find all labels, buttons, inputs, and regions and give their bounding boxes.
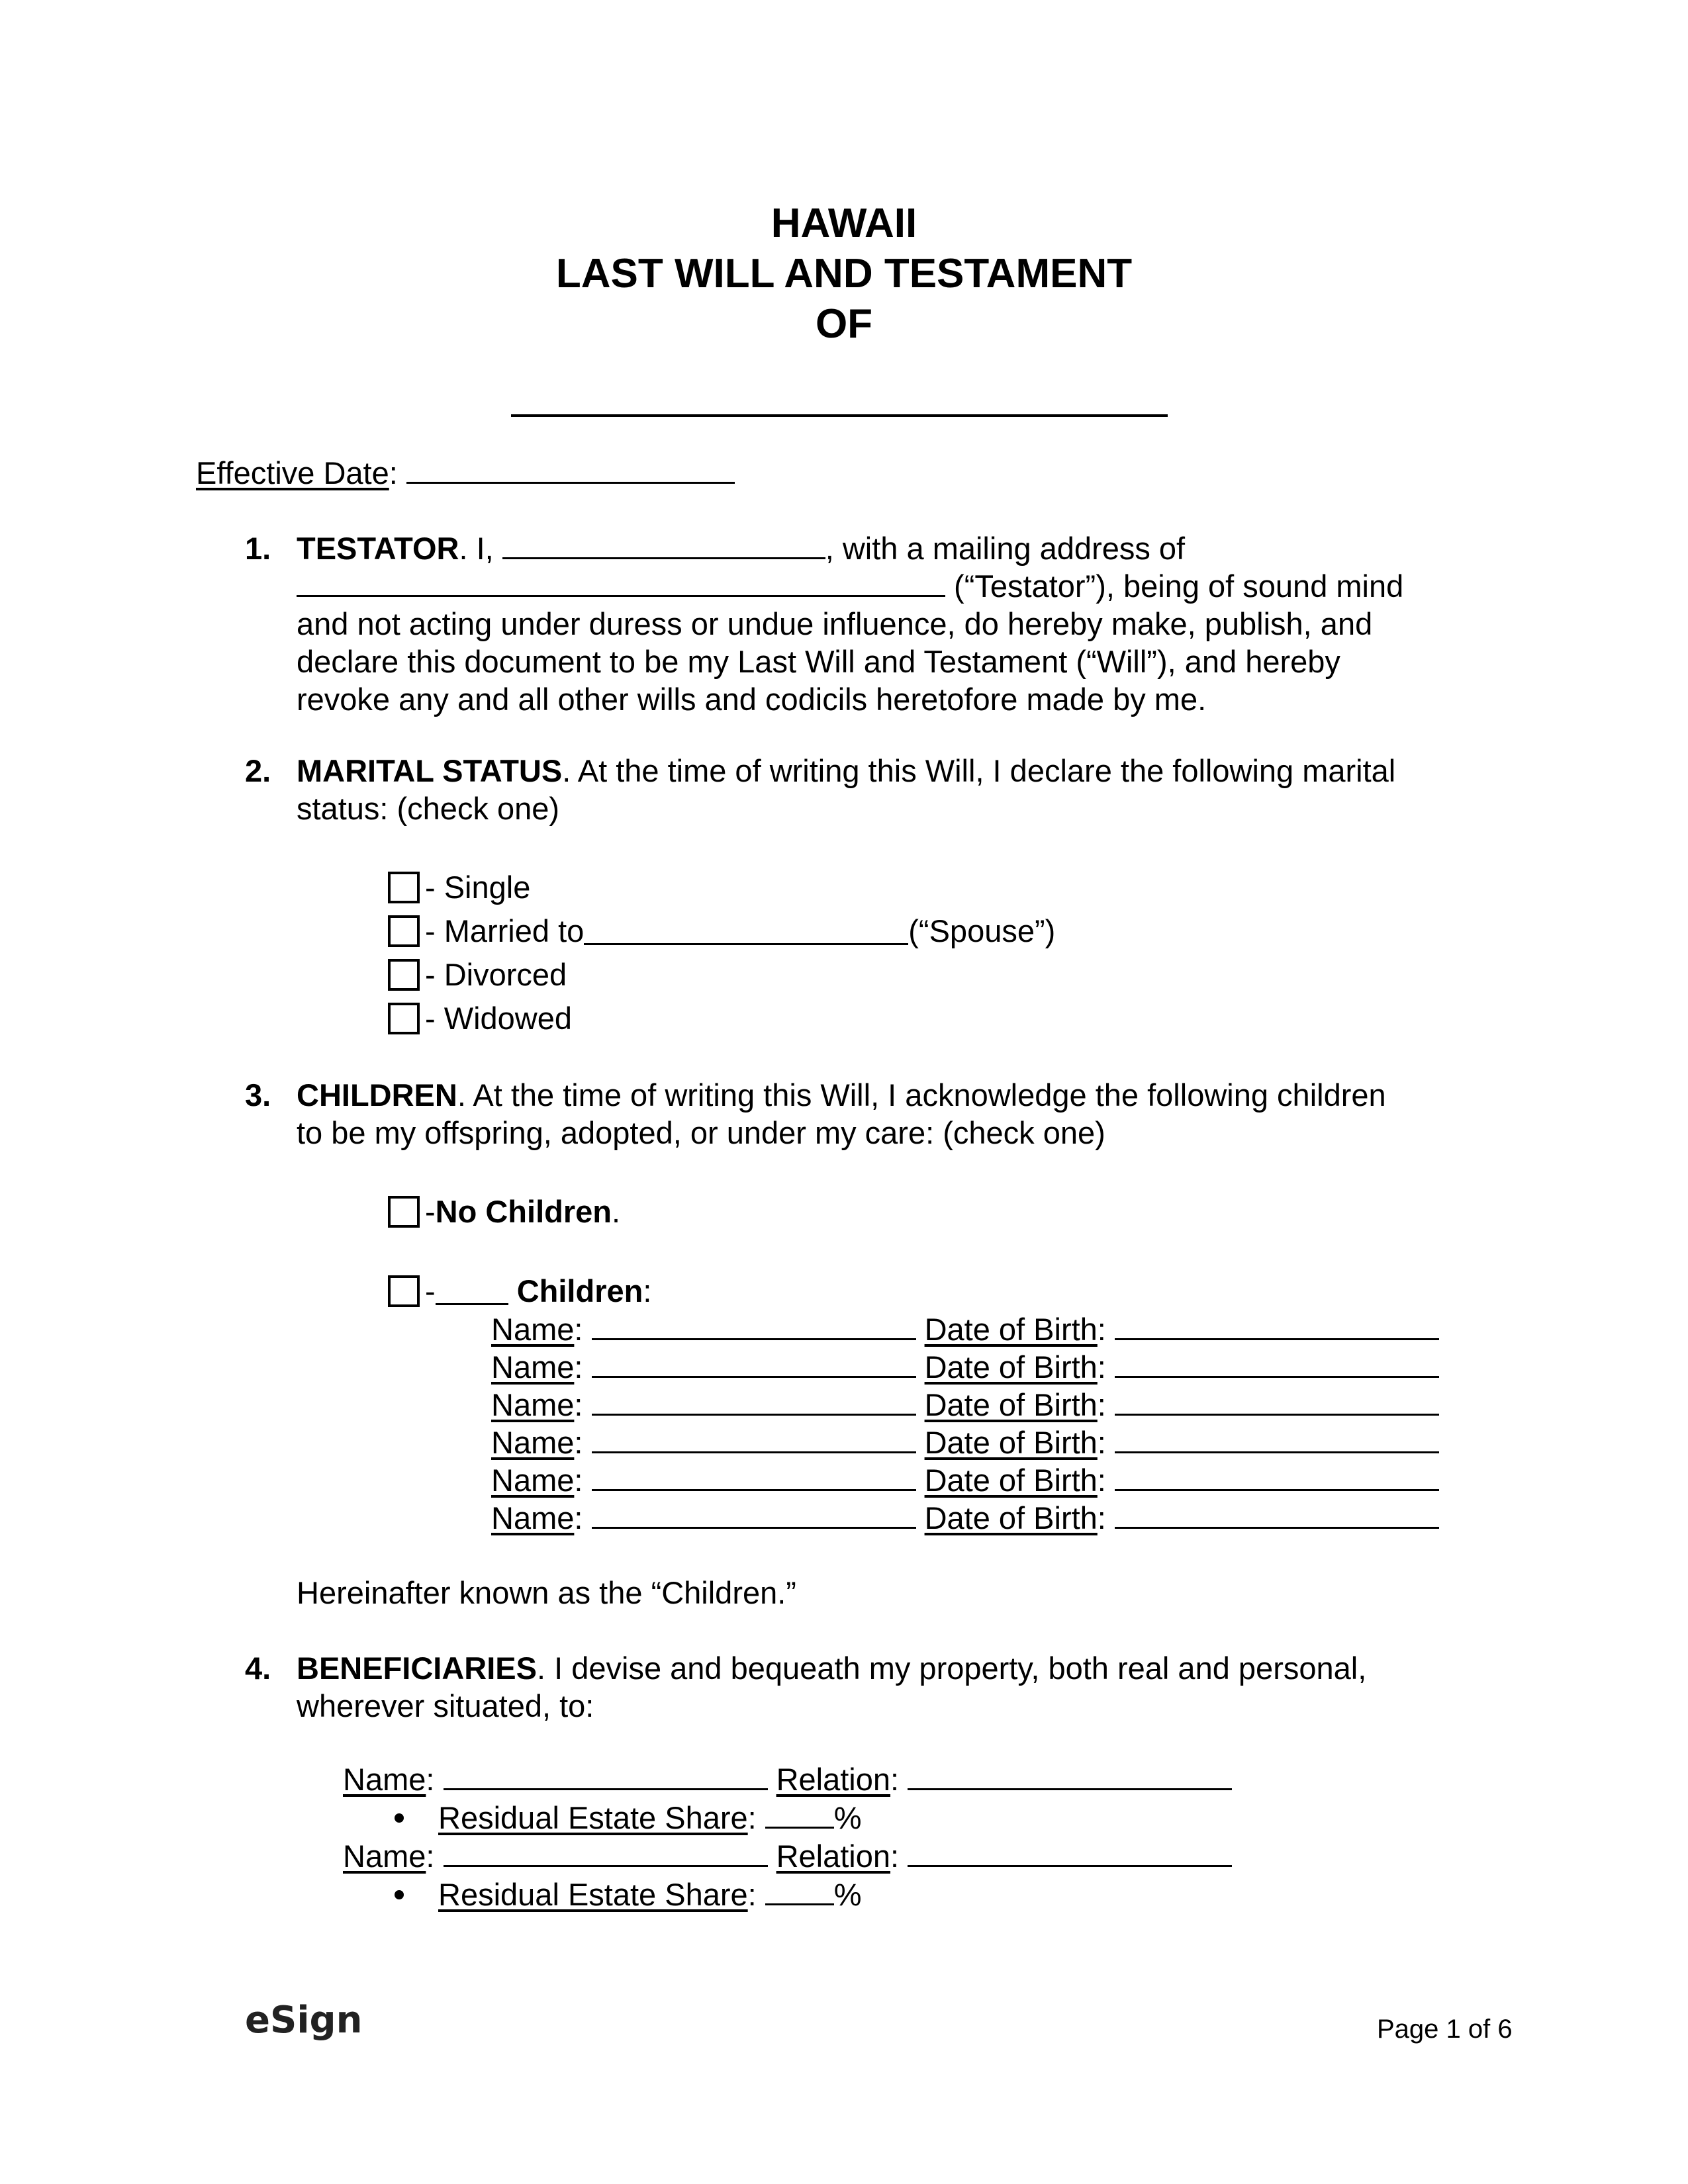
child-name-blank[interactable] [592,1312,916,1340]
children-hereinafter: Hereinafter known as the “Children.” [297,1575,796,1610]
section-1-testator: TESTATOR. I, , with a mailing address of (“Testator”), being of sound mind and not acting under duress or undue influence, do hereby make, publish, and declare this document to be my Last Will and Testament (“Will”), and hereby revoke any and all other wills and codicils heretofore made by me. [297,531,1404,717]
child-row: Name: Date of Birth: [491,1499,1439,1537]
section-4-beneficiaries: BENEFICIARIES. I devise and bequeath my property, both real and personal, wherever situated, to: [297,1651,1367,1723]
child-name-blank[interactable] [592,1463,916,1491]
title-main: LAST WILL AND TESTAMENT [555,251,1133,296]
section-1-heading: TESTATOR [297,531,459,566]
bullet-icon [395,1890,404,1899]
married-checkbox[interactable] [388,915,420,947]
beneficiary-name-blank[interactable] [444,1839,768,1867]
child-row: Name: Date of Birth: [491,1348,1439,1386]
page-number: Page 1 of 6 [1377,2015,1513,2044]
marital-option-married: - Married to (“Spouse”) [388,912,1055,950]
beneficiary-row: Name: Relation: [343,1760,1232,1798]
child-row: Name: Date of Birth: [491,1310,1439,1348]
beneficiary-share-row: Residual Estate Share: % [395,1799,862,1837]
marital-option-widowed: - Widowed [388,999,572,1037]
title-state: HAWAII [771,201,917,246]
child-dob-blank[interactable] [1115,1349,1439,1378]
children-option-count: - Children : [388,1272,651,1310]
child-row: Name: Date of Birth: [491,1386,1439,1424]
child-row: Name: Date of Birth: [491,1424,1439,1461]
section-2-marital-status: MARITAL STATUS. At the time of writing this Will, I declare the following marital status: (check one) [297,753,1396,826]
children-checkbox[interactable] [388,1275,420,1307]
child-dob-blank[interactable] [1115,1312,1439,1340]
section-2-heading: MARITAL STATUS [297,753,563,788]
section-3-heading: CHILDREN [297,1077,457,1113]
beneficiary-share-row: Residual Estate Share: % [395,1876,862,1913]
effective-date-blank[interactable] [406,455,735,484]
child-dob-blank[interactable] [1115,1387,1439,1416]
section-4-number: 4. [245,1651,271,1686]
children-count-blank[interactable] [436,1277,508,1305]
widowed-checkbox[interactable] [388,1003,420,1034]
testator-name-line[interactable] [511,414,1168,417]
child-name-blank[interactable] [592,1349,916,1378]
testator-name-blank[interactable] [502,531,825,559]
beneficiary-relation-blank[interactable] [908,1762,1232,1790]
child-dob-blank[interactable] [1115,1425,1439,1453]
effective-date-row: Effective Date: [196,454,735,492]
no-children-checkbox[interactable] [388,1196,420,1228]
marital-option-single: - Single [388,868,530,906]
section-1-number: 1. [245,531,271,566]
section-4-heading: BENEFICIARIES [297,1651,537,1686]
section-3-number: 3. [245,1077,271,1113]
children-option-none: - No Children . [388,1193,620,1230]
title-of: OF [815,301,873,347]
marital-option-divorced: - Divorced [388,956,567,993]
esign-logo: eSign [245,1999,363,2042]
child-name-blank[interactable] [592,1500,916,1529]
section-3-children: CHILDREN. At the time of writing this Will, I acknowledge the following children to be my offspring, adopted, or under my care: (check one) [297,1077,1386,1150]
spouse-name-blank[interactable] [584,917,908,945]
single-checkbox[interactable] [388,872,420,903]
child-name-blank[interactable] [592,1387,916,1416]
effective-date-label: Effective Date [196,455,389,490]
bullet-icon [395,1813,404,1823]
beneficiary-row: Name: Relation: [343,1837,1232,1875]
child-row: Name: Date of Birth: [491,1461,1439,1499]
share-percent-blank[interactable] [765,1800,834,1829]
divorced-checkbox[interactable] [388,959,420,991]
child-dob-blank[interactable] [1115,1500,1439,1529]
beneficiary-relation-blank[interactable] [908,1839,1232,1867]
testator-address-blank[interactable] [297,569,945,597]
child-dob-blank[interactable] [1115,1463,1439,1491]
beneficiary-name-blank[interactable] [444,1762,768,1790]
section-2-number: 2. [245,753,271,788]
child-name-blank[interactable] [592,1425,916,1453]
share-percent-blank[interactable] [765,1877,834,1905]
